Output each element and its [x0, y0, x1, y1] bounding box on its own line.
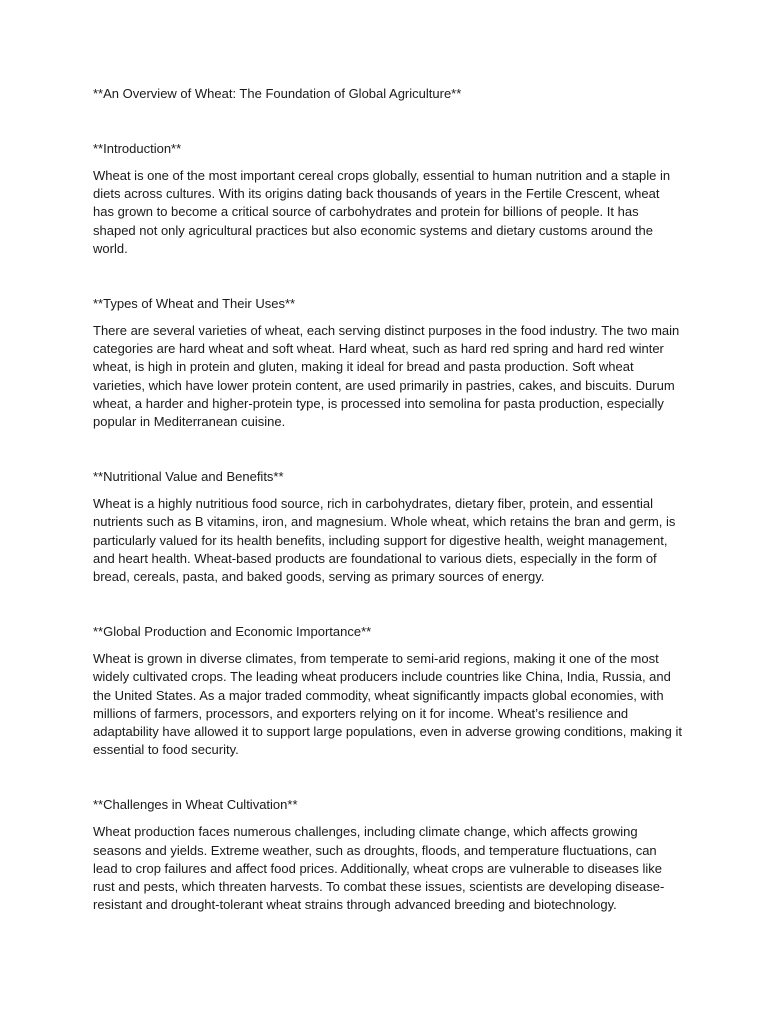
- section-heading: **Types of Wheat and Their Uses**: [93, 296, 296, 312]
- section-heading: **Challenges in Wheat Cultivation**: [93, 797, 298, 813]
- section-heading: **Introduction**: [93, 141, 182, 156]
- document-title: **An Overview of Wheat: The Foundation of Global Agriculture**: [93, 86, 462, 101]
- section-introduction: [93, 140, 683, 258]
- section-body: Wheat production faces numerous challenges, including climate change, which affects growing seasons and yields. Extreme weather, such as droughts, floods, and temperature fluctuations, can lead to crop failures and affect food prices. Additionally, wheat crops are vulnerable to diseases like rust and pests, which threaten harvests. To combat these issues, scientists are developing disease-resistant and drought-tolerant wheat strains through advanced breeding and biotechnology.: [93, 824, 665, 913]
- section-nutritional-value: [93, 468, 683, 586]
- section-body: There are several varieties of wheat, each serving distinct purposes in the food industry. The two main categories are hard wheat and soft wheat. Hard wheat, such as hard red spring and hard red winter wheat, is high in protein and gluten, making it ideal for bread and pasta production. Soft wheat varieties, which have lower protein content, are used primarily in pastries, cakes, and biscuits. Durum wheat, a harder and higher-protein type, is processed into semolina for pasta production, especially popular in Mediterranean cuisine.: [93, 323, 680, 430]
- section-global-production: [93, 623, 683, 759]
- section-types-of-wheat: [93, 295, 683, 431]
- section-body: Wheat is one of the most important cereal crops globally, essential to human nutrition and a staple in diets across cultures. With its origins dating back thousands of years in the Fertile Crescent, wheat has grown to become a critical source of carbohydrates and protein for billions of people. It has shaped not only agricultural practices but also economic systems and dietary customs around the world.: [93, 168, 671, 256]
- document-page: [93, 85, 683, 951]
- section-challenges: [93, 796, 683, 914]
- section-body: Wheat is grown in diverse climates, from temperate to semi-arid regions, making it one of the most widely cultivated crops. The leading wheat producers include countries like China, India, Russia, and the United States. As a major traded commodity, wheat significantly impacts global economies, with millions of farmers, processors, and exporters relying on it for income. Wheat’s resilience and adaptability have allowed it to support large populations, even in adverse growing conditions, making it essential to food security.: [93, 651, 682, 758]
- section-body: Wheat is a highly nutritious food source, rich in carbohydrates, dietary fiber, protein, and essential nutrients such as B vitamins, iron, and magnesium. Whole wheat, which retains the bran and germ, is particularly valued for its health benefits, including support for digestive health, weight management, and heart health. Wheat-based products are foundational to various diets, especially in the form of bread, cereals, pasta, and baked goods, serving as primary sources of energy.: [93, 496, 676, 585]
- section-heading: **Nutritional Value and Benefits**: [93, 469, 284, 485]
- section-heading: **Global Production and Economic Importance**: [93, 624, 372, 640]
